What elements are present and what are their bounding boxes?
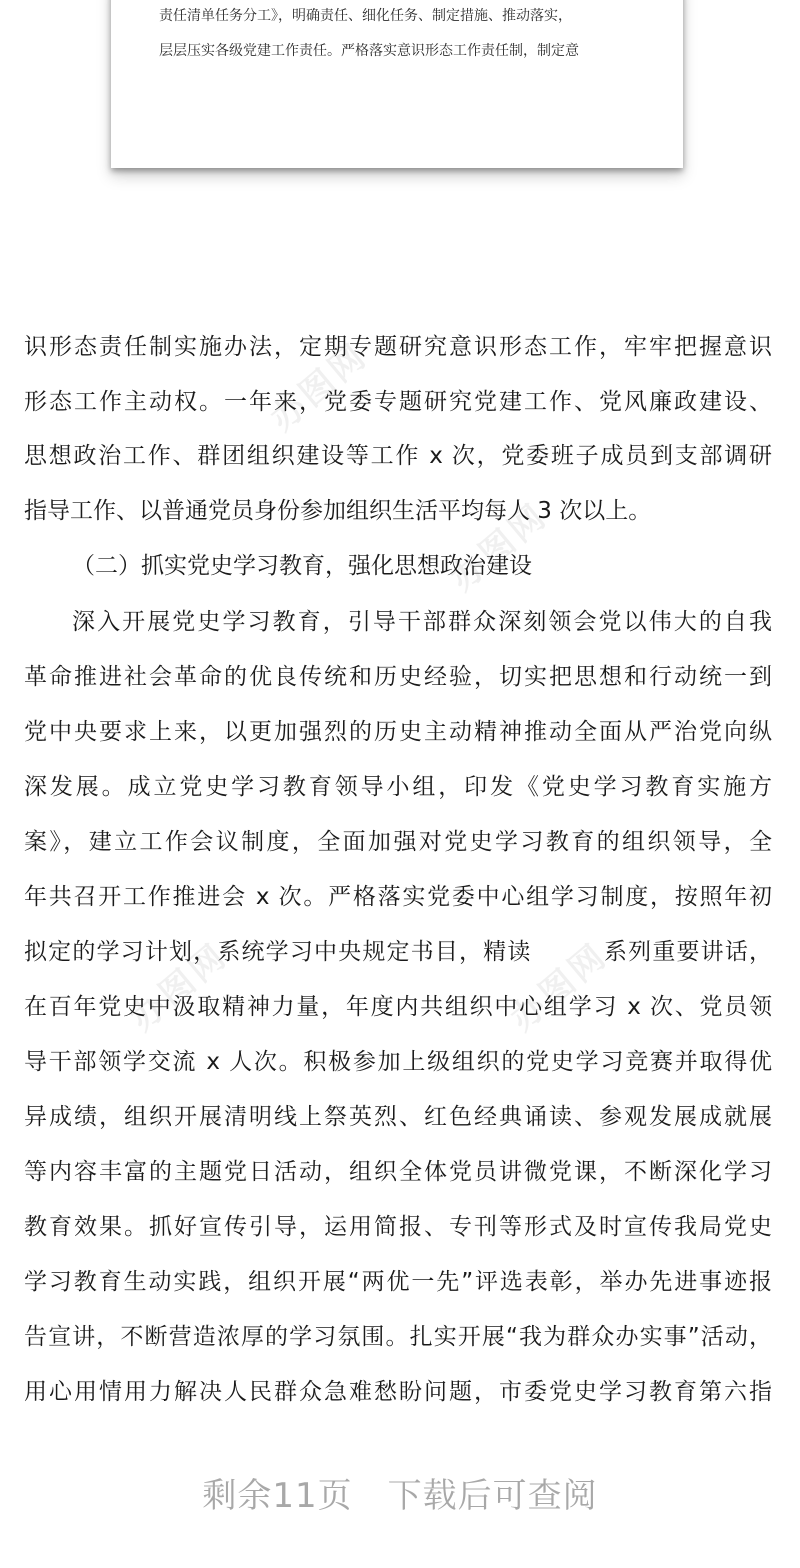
paragraph-line: 形态工作主动权。一年来，党委专题研究党建工作、党风廉政建设、	[24, 389, 772, 415]
paragraph-line: 异成绩，组织开展清明线上祭英烈、红色经典诵读、参观发展成就展	[24, 1104, 772, 1130]
paragraph-line: 等内容丰富的主题党日活动，组织全体党员讲微党课，不断深化学习	[24, 1159, 772, 1185]
preview-line: 层层压实各级党建工作责任。严格落实意识形态工作责任制，制定意	[159, 43, 579, 59]
watermark: 办图网	[442, 495, 556, 600]
paragraph-line: 深发展。成立党史学习教育领导小组，印发《党史学习教育实施方	[24, 774, 772, 800]
paragraph-line: 案》，建立工作会议制度，全面加强对党史学习教育的组织领导，全	[24, 829, 772, 855]
section-heading: （二）抓实党史学习教育，强化思想政治建设	[72, 553, 532, 579]
paragraph-line: 识形态责任制实施办法，定期专题研究意识形态工作，牢牢把握意识	[24, 334, 772, 360]
paragraph-line: 年共召开工作推进会 x 次。严格落实党委中心组学习制度，按照年初	[24, 884, 772, 910]
paragraph-line: 深入开展党史学习教育，引导干部群众深刻领会党以伟大的自我	[72, 609, 772, 635]
paragraph-line: 学习教育生动实践，组织开展“两优一先”评选表彰，举办先进事迹报	[24, 1269, 772, 1295]
watermark: 办图网	[502, 935, 616, 1040]
paragraph-line: 革命推进社会革命的优良传统和历史经验，切实把思想和行动统一到	[24, 664, 772, 690]
paragraph-line: 告宣讲，不断营造浓厚的学习氛围。扎实开展“我为群众办实事”活动，	[24, 1324, 772, 1350]
paragraph-line: 在百年党史中汲取精神力量，年度内共组织中心组学习 x 次、党员领	[24, 994, 772, 1020]
paragraph-line: 导干部领学交流 x 人次。积极参加上级组织的党史学习竞赛并取得优	[24, 1049, 772, 1075]
paragraph-line: 拟定的学习计划，系统学习中央规定书目，精读 系列重要讲话，	[24, 939, 772, 965]
watermark: 办图网	[122, 935, 236, 1040]
paragraph-line: 党中央要求上来，以更加强烈的历史主动精神推动全面从严治党向纵	[24, 719, 772, 745]
paragraph-line: 指导工作、以普通党员身份参加组织生活平均每人 3 次以上。	[24, 498, 652, 524]
paragraph-line: 教育效果。抓好宣传引导，运用简报、专刊等形式及时宣传我局党史	[24, 1214, 772, 1240]
watermark: 办图网	[262, 335, 376, 440]
paragraph-line: 用心用情用力解决人民群众急难愁盼问题，市委党史学习教育第六指	[24, 1379, 772, 1405]
paragraph-line: 思想政治工作、群团组织建设等工作 x 次，党委班子成员到支部调研	[24, 443, 772, 469]
remaining-pages-notice[interactable]: 剩余11页 下载后可查阅	[202, 1476, 598, 1516]
preview-line: 责任清单任务分工》，明确责任、细化任务、制定措施、推动落实，	[159, 8, 572, 24]
preview-card	[111, 0, 683, 168]
